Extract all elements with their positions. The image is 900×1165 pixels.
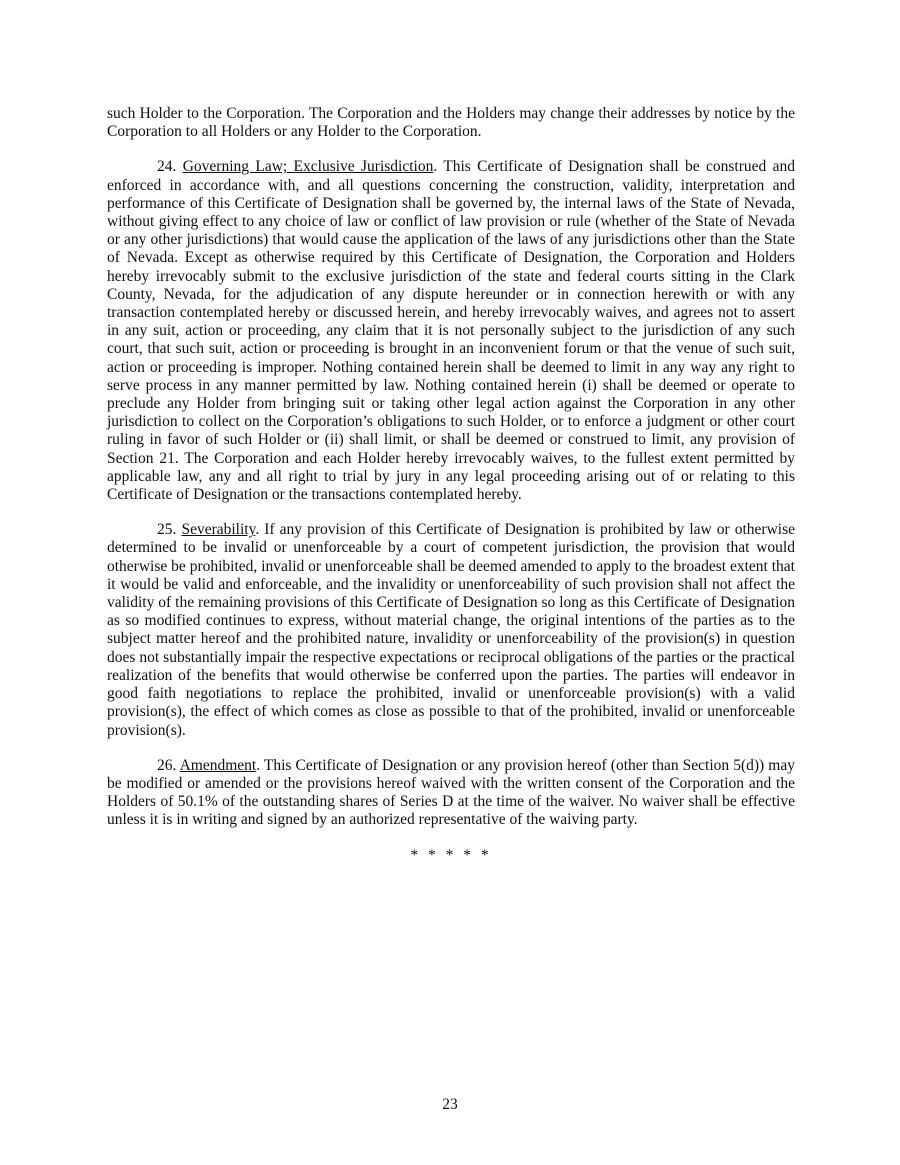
document-page (107, 105, 795, 865)
section-24-governing-law (107, 158, 795, 504)
continuation-paragraph: such Holder to the Corporation. The Corporation and the Holders may change their addresses by notice by the Corporation to all Holders or any Holder to the Corporation. (107, 105, 795, 141)
end-of-document-marker: * * * * * (410, 846, 492, 864)
section-25-number: 25. (157, 521, 177, 539)
section-25-body: . If any provision of this Certificate of Designation is prohibited by law or otherwise determined to be invalid or unenforceable by a court of competent jurisdiction, the provision that would otherwise be prohibited, invalid or unenforceable shall be deemed amended to apply to the broadest extent that it would be valid and enforceable, and the invalidity or unenforceability of such provision shall not affect the validity of the remaining provisions of this Certificate of Designation so long as this Certificate of Designation as so modified continues to express, without material change, the original intentions of the parties as to the subject matter hereof and the prohibited nature, invalidity or unenforceability of the provision(s) in question does not substantially impair the respective expectations or reciprocal obligations of the parties or the practical realization of the benefits that would otherwise be conferred upon the parties. The parties will endeavor in good faith negotiations to replace the prohibited, invalid or unenforceable provision(s) with a valid provision(s), the effect of which comes as close as possible to that of the prohibited, invalid or unenforceable provision(s). (107, 521, 796, 739)
section-25-heading: Severability (181, 521, 256, 539)
section-26-number: 26. (157, 756, 177, 774)
section-26-body: . This Certificate of Designation or any provision hereof (other than Section 5(d)) may be modified or amended or the provisions hereof waived with the written consent of the Corporation and the Holders of 50.1% of the outstanding shares of Series D at the time of the waiver. No waiver shall be effective unless it is in writing and signed by an authorized representative of the waiving party. (107, 756, 795, 829)
section-26-heading: Amendment (179, 756, 257, 774)
section-24-heading: Governing Law; Exclusive Jurisdiction (182, 158, 434, 176)
section-26-amendment (107, 757, 795, 830)
section-24-body: . This Certificate of Designation shall be construed and enforced in accordance with, and all questions concerning the construction, validity, interpretation and performance of this Certificate of Designation shall be governed by, the internal laws of the State of Nevada, without giving effect to any choice of law or conflict of law provision or rule (whether of the State of Nevada or any other jurisdictions) that would cause the application of the laws of any jurisdictions other than the State of Nevada. Except as otherwise required by this Certificate of Designation, the Corporation and Holders hereby irrevocably submit to the exclusive jurisdiction of the state and federal courts sitting in the Clark County, Nevada, for the adjudication of any dispute hereunder or in connection herewith or with any transaction contemplated hereby or discussed herein, and hereby irrevocably waives, and agrees not to assert in any suit, action or proceeding, any claim that it is not personally subject to the jurisdiction of any such court, that such suit, action or proceeding is brought in an inconvenient forum or that the venue of such suit, action or proceeding is improper. Nothing contained herein shall be deemed to limit in any way any right to serve process in any manner permitted by law. Nothing contained herein (i) shall be deemed or operate to preclude any Holder from bringing suit or taking other legal action against the Corporation in any other jurisdiction to collect on the Corporation’s obligations to such Holder, or to enforce a judgment or other court ruling in favor of such Holder or (ii) shall limit, or shall be deemed or construed to limit, any provision of Section 21. The Corporation and each Holder hereby irrevocably waives, to the fullest extent permitted by applicable law, any and all right to trial by jury in any legal proceeding arising out of or relating to this Certificate of Designation or the transactions contemplated hereby. (107, 158, 795, 504)
page-number: 23 (442, 1096, 458, 1113)
section-24-number: 24. (157, 158, 177, 176)
section-25-severability (107, 521, 795, 739)
